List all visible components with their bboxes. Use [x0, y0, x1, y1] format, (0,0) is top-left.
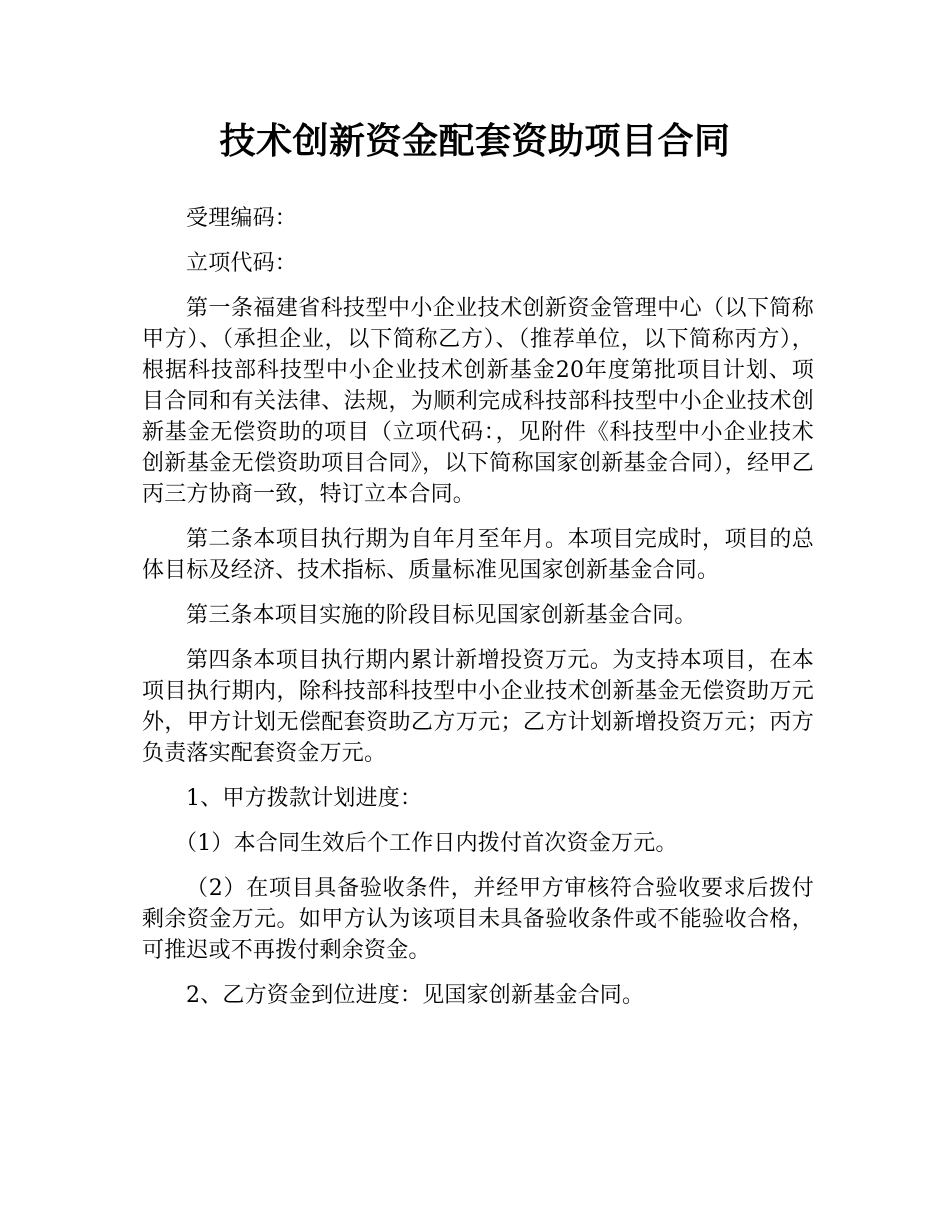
funding-schedule-heading: 1、甲方拨款计划进度： [186, 786, 423, 811]
article-2: 第二条本项目执行期为自年月至年月。本项目完成时，项目的总体目标及经济、技术指标、质量标准见国家创新基金合同。 [142, 527, 814, 583]
funding-item-2: （2）在项目具备验收条件，并经甲方审核符合验收要求后拨付剩余资金万元。如甲方认为该项目未具备验收条件或不能验收合格，可推迟或不再拨付剩余资金。 [142, 876, 814, 963]
project-code-line: 立项代码： [186, 251, 298, 276]
article-4: 第四条本项目执行期内累计新增投资万元。为支持本项目，在本项目执行期内，除科技部科技型中小企业技术创新基金无偿资助万元外，甲方计划无偿配套资助乙方万元；乙方计划新增投资万元；丙方负责落实配套资金万元。 [142, 648, 814, 766]
party-b-funding-line: 2、乙方资金到位进度：见国家创新基金合同。 [186, 983, 645, 1008]
article-1: 第一条福建省科技型中小企业技术创新资金管理中心（以下简称甲方）、（承担企业，以下简称乙方）、（推荐单位，以下简称丙方），根据科技部科技型中小企业技术创新基金20年度第批项目计划、项目合同和有关法律、法规，为顺利完成科技部科技型中小企业技术创新基金无偿资助的项目（立项代码：，见附件《科技型中小企业技术创新基金无偿资助项目合同》，以下简称国家创新基金合同），经甲乙丙三方协商一致，特订立本合同。 [142, 296, 814, 507]
funding-item-1: （1）本合同生效后个工作日内拨付首次资金万元。 [175, 831, 678, 856]
document-title: 技术创新资金配套资助项目合同 [219, 121, 731, 162]
acceptance-code-line: 受理编码： [186, 206, 298, 231]
article-3: 第三条本项目实施的阶段目标见国家创新基金合同。 [186, 603, 697, 628]
document-body [142, 203, 814, 1025]
